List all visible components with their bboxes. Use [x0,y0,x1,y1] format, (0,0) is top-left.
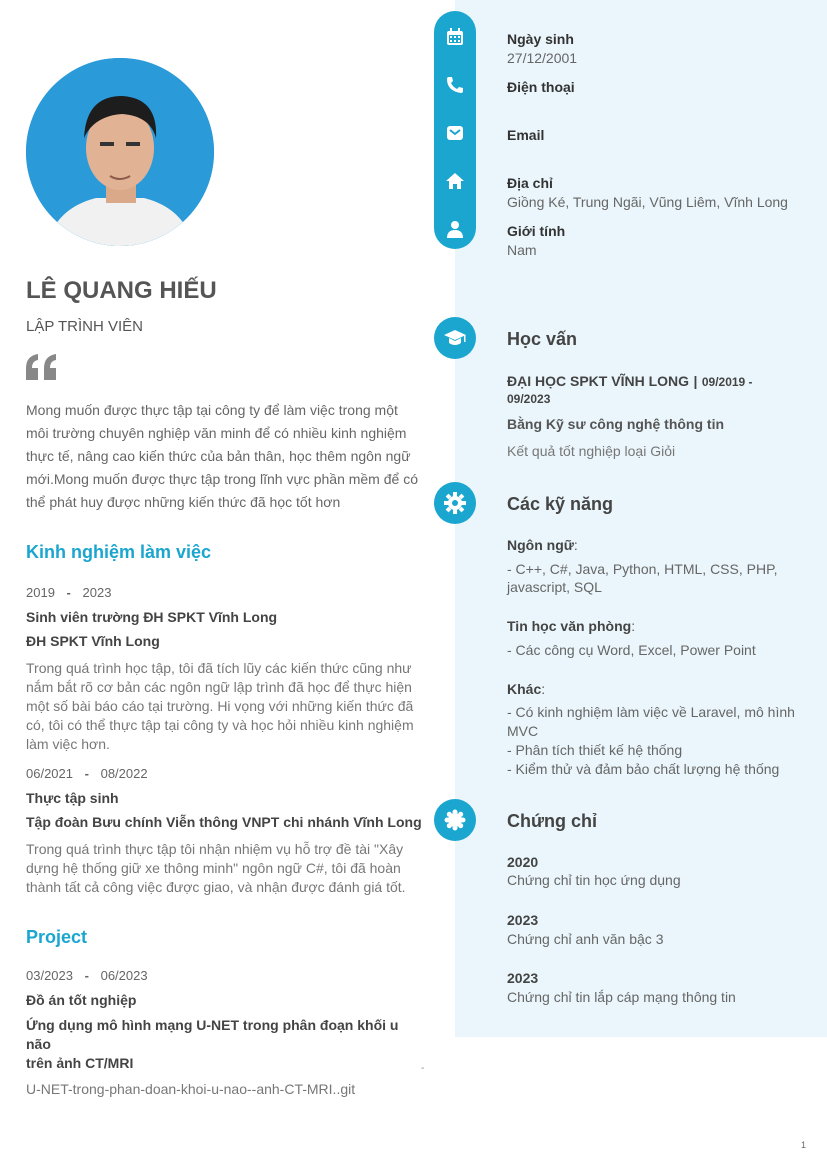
skill-group-items [507,641,807,659]
badge-icon [434,799,476,841]
objective-line: thực tế, nâng cao kiến thức của bản thân, học thêm ngôn ngữ [26,448,411,464]
profile-photo [26,58,214,246]
certificate-year: 2023 [507,912,539,928]
gender-value: Nam [507,242,537,258]
certificate-year: 2020 [507,854,539,870]
objective-line: môi trường chuyên nghiệp văn minh để có nhiều kinh nghiệm [26,425,407,441]
skill-group-colon: : [573,537,578,553]
description-line: có, tôi có thể thực tập tại công ty và học hỏi nhiều kinh nghiệm [26,717,414,733]
skill-group-title [507,681,545,697]
address-value: Giồng Ké, Trung Ngãi, Vũng Liêm, Vĩnh Long [507,194,788,210]
address-label: Địa chỉ [507,175,553,191]
experience-role: Thực tập sinh [26,790,119,806]
description-line: thành tất cả công việc được giao, và nhận được đánh giá tốt. [26,879,406,895]
period-end: 06/2023 [100,968,148,983]
experience-role: Sinh viên trường ĐH SPKT Vĩnh Long [26,609,278,625]
phone-icon [434,73,476,97]
skill-group-name: Ngôn ngữ [507,537,574,553]
certificate-name: Chứng chỉ anh văn bậc 3 [507,931,664,947]
skill-line: - Kiểm thử và đảm bảo chất lượng hệ thống [507,761,780,777]
job-title: LẬP TRÌNH VIÊN [26,318,143,335]
objective-line: mới.Mong muốn được thực tập trong lĩnh vực phần mềm để có [26,471,418,487]
period-start: 06/2021 [26,766,73,781]
education-period-start: 09/2019 - [701,375,753,389]
skill-group-title [507,618,635,634]
contact-icon-bar [434,11,476,249]
project-name: Đồ án tốt nghiệp [26,992,137,1008]
topic-line: Ứng dụng mô hình mạng U-NET trong phân đoạn khối u não [26,1017,399,1052]
experience-org: ĐH SPKT Vĩnh Long [26,633,160,649]
birthday-label: Ngày sinh [507,31,574,47]
education-heading: Học vấn [507,329,578,349]
skill-group-title [507,537,578,553]
skill-group-items [507,703,817,779]
birthday-value: 27/12/2001 [507,50,578,66]
description-line: một số bài báo cáo tại trường. Hi vọng với những kiến thức đã [26,698,414,714]
education-degree: Bằng Kỹ sư công nghệ thông tin [507,416,725,432]
page-number: 1 [801,1140,807,1150]
skill-line: javascript, SQL [507,579,602,595]
school-divider: | [693,373,698,389]
user-icon [434,217,476,241]
skills-heading: Các kỹ năng [507,494,614,514]
certificates-heading: Chứng chỉ [507,811,598,831]
experience-period [26,585,111,600]
skill-group-items [507,560,807,596]
link-dash: - [421,1063,425,1074]
education-result: Kết quả tốt nghiệp loại Giỏi [507,443,676,459]
project-repo-link[interactable]: U-NET-trong-phan-doan-khoi-u-nao--anh-CT-MRI..git [26,1081,356,1097]
experience-heading: Kinh nghiệm làm việc [26,542,212,562]
period-separator: - [84,766,89,781]
gender-label: Giới tính [507,223,566,239]
objective-line: Mong muốn được thực tập tại công ty để làm việc trong một [26,402,398,418]
education-school-line [507,371,807,392]
skill-line: - Phân tích thiết kế hệ thống [507,742,683,758]
period-start: 03/2023 [26,968,73,983]
certificate-name: Chứng chỉ tin lắp cáp mạng thông tin [507,989,736,1005]
description-line: Trong quá trình thực tập tôi nhận nhiệm vụ hỗ trợ đề tài "Xây [26,841,404,857]
experience-org: Tập đoàn Bưu chính Viễn thông VNPT chi nhánh Vĩnh Long [26,814,422,830]
project-heading: Project [26,927,88,947]
school-name: ĐẠI HỌC SPKT VĨNH LONG [507,373,690,389]
description-line: nắm bắt rõ cơ bản các ngôn ngữ lập trình đã học để thực hiện [26,679,412,695]
education-period-end: 09/2023 [507,392,551,406]
description-line: dựng hệ thống giữ xe thông minh" ngôn ngữ C#, tôi đã hoàn [26,860,401,876]
skill-line: - Có kinh nghiệm làm việc về Laravel, mô hình [507,704,795,720]
gear-icon [434,482,476,524]
graduation-cap-icon [434,317,476,359]
skill-line: MVC [507,723,539,739]
project-period [26,968,148,983]
period-separator: - [84,968,89,983]
quote-icon [24,352,60,387]
phone-label: Điện thoại [507,79,575,95]
description-line: Trong quá trình học tập, tôi đã tích lũy các kiến thức cũng như [26,660,412,676]
period-separator: - [66,585,71,600]
skill-line: - C++, C#, Java, Python, HTML, CSS, PHP, [507,561,778,577]
skill-group-name: Khác [507,681,542,697]
calendar-icon [434,25,476,49]
description-line: làm việc hơn. [26,736,110,752]
experience-period [26,766,148,781]
skill-group-colon: : [541,681,546,697]
experience-description [26,659,436,754]
period-end: 2023 [82,585,112,600]
period-end: 08/2022 [100,766,148,781]
certificate-name: Chứng chỉ tin học ứng dụng [507,872,681,888]
skill-group-name: Tin học văn phòng [507,618,632,634]
skill-line: - Các công cụ Word, Excel, Power Point [507,642,756,658]
candidate-name: LÊ QUANG HIẾU [26,277,217,304]
career-objective [26,399,436,514]
email-label: Email [507,127,545,143]
experience-description [26,840,436,897]
home-icon [434,169,476,193]
period-start: 2019 [26,585,55,600]
envelope-icon [434,121,476,145]
skill-group-colon: : [631,618,636,634]
objective-line: thể phát huy được những kiến thức đã học tốt hơn [26,494,341,510]
topic-line: trên ảnh CT/MRI [26,1055,134,1071]
certificate-year: 2023 [507,970,539,986]
project-topic [26,1016,426,1073]
